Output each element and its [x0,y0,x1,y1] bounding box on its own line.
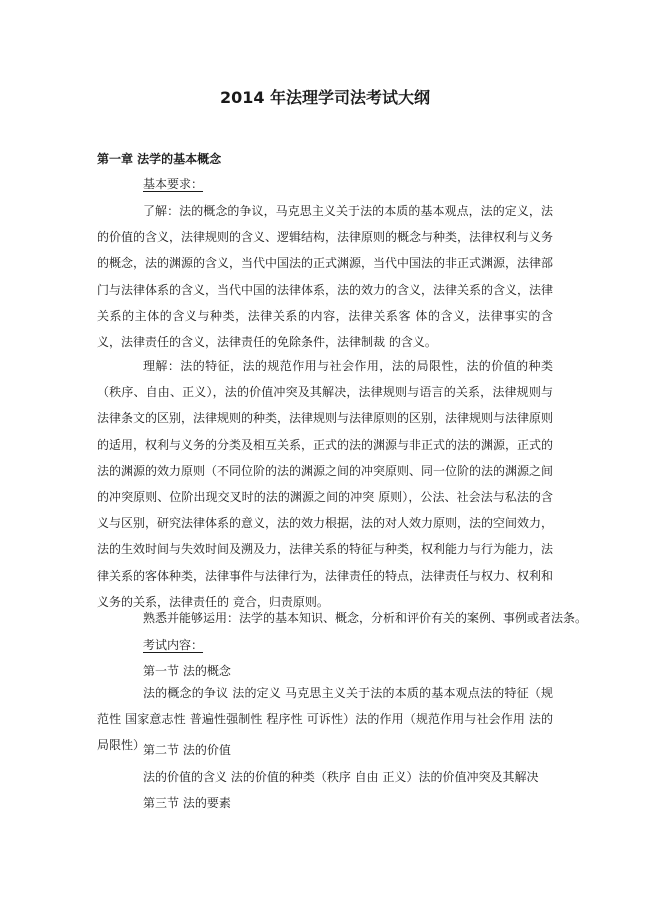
master-paragraph: 熟悉并能够运用：法学的基本知识、概念，分析和评价有关的案例、事例或者法条。 [143,611,588,625]
section-3-title: 第三节 法的要素 [143,796,231,810]
basic-requirements-label-text: 基本要求： [143,177,204,191]
section-2-content: 法的价值的含义 法的价值的种类（秩序 自由 正义）法的价值冲突及其解决 [143,770,539,784]
chapter-heading: 第一章 法学的基本概念 [97,152,222,166]
exam-content-label [143,636,203,654]
exam-content-label-text: 考试内容： [143,638,204,652]
section-1-title: 第一节 法的概念 [143,664,231,678]
basic-requirements-label [143,175,203,193]
understand-paragraph: 了解：法的概念的争议，马克思主义关于法的本质的基本观点，法的定义，法的价值的含义，法律规则的含义、逻辑结构，法律原则的概念与种类，法律权利与义务的概念，法的渊源的含义，当代中国法的正式渊源，当代中国法的非正式渊源，法律部门与法律体系的含义，当代中国的法律体系，法的效力的含义，法律关系的含义，法律关系的主体的含义与种类，法律关系的内容，法律关系客 体的含义，法律事实的含义，法律责任的含义，法律责任的免除条件，法律制裁 的含义。 [97,204,554,350]
comprehend-paragraph: 理解：法的特征，法的规范作用与社会作用，法的局限性，法的价值的种类 （秩序、自由、正义），法的价值冲突及其解决，法律规则与语言的关系，法律规则与法律条文的区别，法律规则的种类，法律规则与法律原则的区别，法律规则与法律原则的适用，权利与义务的分类及相互关系，正式的法的渊源与非正式的法的渊源，正式的法的渊源的效力原则（不同位阶的法的渊源之间的冲突原则、同一位阶的法的渊源之间的冲突原则、位阶出现交叉时的法的渊源之间的冲突 原则），公法、社会法与私法的含义与区别，研究法律体系的意义，法的效力根据，法的对人效力原则，法的空间效力，法的生效时间与失效时间及溯及力，法律关系的特征与种类，权利能力与行为能力，法律关系的客体种类，法律事件与法律行为，法律责任的特点，法律责任与权力、权利和义务的关系，法律责任的 竞合，归责原则。 [97,359,554,609]
document-title: 2014 年法理学司法考试大纲 [219,88,431,107]
section-2-title: 第二节 法的价值 [143,743,231,757]
section-1-content: 法的概念的争议 法的定义 马克思主义关于法的本质的基本观点法的特征（规范性 国家意志性 普遍性强制性 程序性 可诉性）法的作用（规范作用与社会作用 法的局限性） [97,686,553,753]
